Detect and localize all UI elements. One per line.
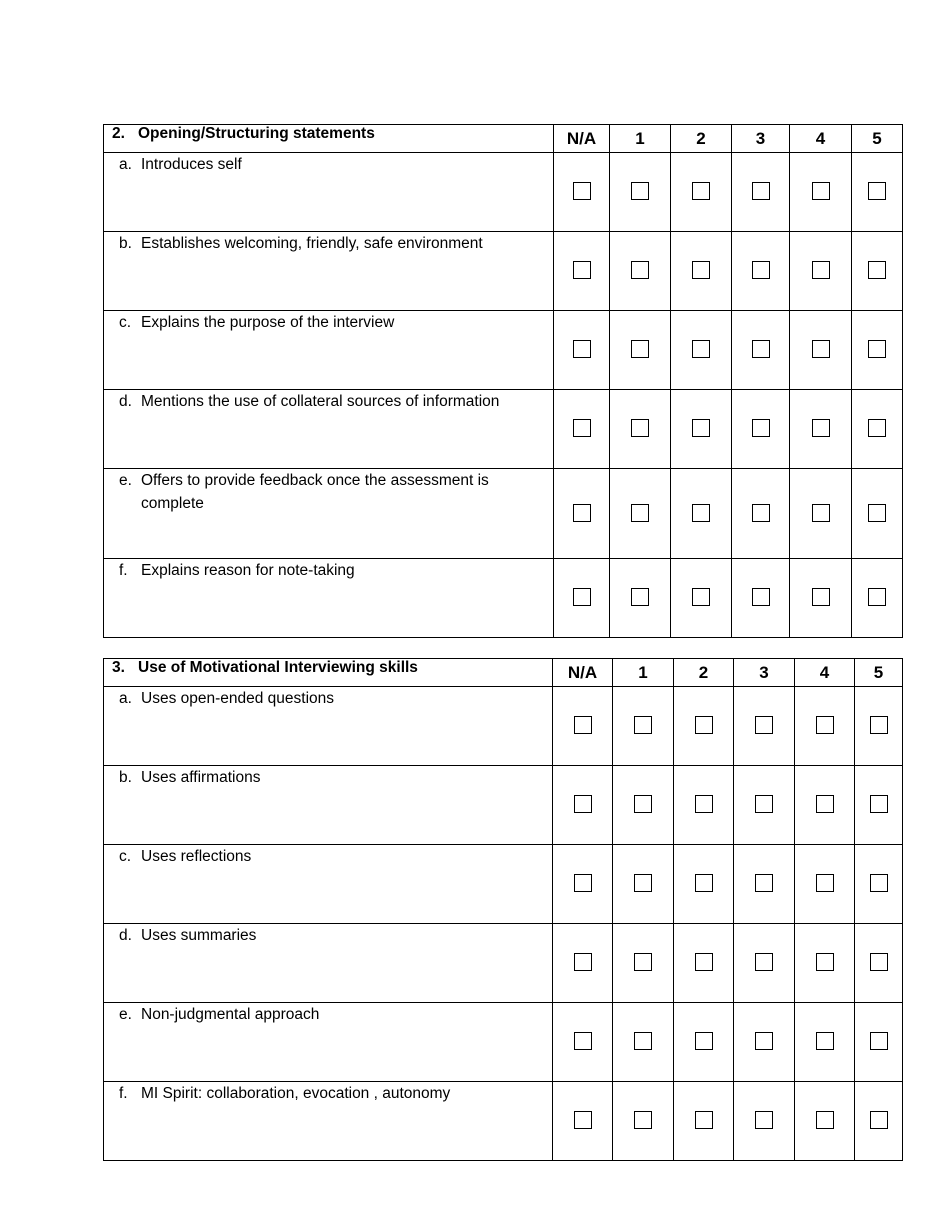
item-letter: a.: [119, 156, 132, 173]
item-letter: e.: [119, 1006, 132, 1023]
table-row: [104, 469, 903, 559]
rating-checkbox-3[interactable]: [752, 588, 770, 606]
rating-checkbox-3[interactable]: [755, 716, 773, 734]
column-header-na: N/A: [553, 659, 613, 687]
rating-checkbox-3[interactable]: [752, 340, 770, 358]
item-letter: f.: [119, 1085, 128, 1102]
item-text: Uses open-ended questions: [141, 690, 335, 707]
rating-checkbox-3[interactable]: [755, 874, 773, 892]
rating-checkbox-4[interactable]: [816, 1111, 834, 1129]
section-title-text: Use of Motivational Interviewing skills: [138, 659, 418, 676]
rating-checkbox-1[interactable]: [631, 504, 649, 522]
rating-checkbox-2[interactable]: [692, 419, 710, 437]
rating-checkbox-5[interactable]: [868, 588, 886, 606]
item-cell: [104, 845, 553, 924]
rating-checkbox-2[interactable]: [695, 1111, 713, 1129]
item-text: Explains the purpose of the interview: [141, 314, 395, 331]
item-cell: [104, 1003, 553, 1082]
section-number: 2.: [112, 125, 125, 142]
column-header-1: 1: [610, 125, 671, 153]
rating-checkbox-2[interactable]: [692, 340, 710, 358]
section-number: 3.: [112, 659, 125, 676]
item-cell: [104, 153, 554, 232]
column-header-na: N/A: [554, 125, 610, 153]
table-row: [104, 232, 903, 311]
rating-checkbox-3[interactable]: [752, 261, 770, 279]
rating-checkbox-1[interactable]: [634, 1032, 652, 1050]
section-title-text: Opening/Structuring statements: [138, 125, 375, 142]
rating-checkbox-1[interactable]: [631, 182, 649, 200]
rating-checkbox-5[interactable]: [868, 261, 886, 279]
rating-checkbox-4[interactable]: [812, 588, 830, 606]
rating-checkbox-4[interactable]: [816, 1032, 834, 1050]
rating-checkbox-na[interactable]: [573, 588, 591, 606]
section-3-table: [103, 658, 903, 1161]
rating-checkbox-2[interactable]: [695, 953, 713, 971]
item-cell: [104, 559, 554, 638]
item-text: Introduces self: [141, 156, 242, 173]
item-letter: a.: [119, 690, 132, 707]
rating-checkbox-3[interactable]: [752, 182, 770, 200]
rating-checkbox-na[interactable]: [574, 795, 592, 813]
rating-checkbox-4[interactable]: [812, 261, 830, 279]
rating-checkbox-5[interactable]: [868, 340, 886, 358]
section-2-table: [103, 124, 903, 638]
item-cell: [104, 766, 553, 845]
rating-checkbox-4[interactable]: [816, 716, 834, 734]
rating-checkbox-4[interactable]: [816, 874, 834, 892]
rating-checkbox-3[interactable]: [755, 1032, 773, 1050]
column-header-2: 2: [674, 659, 734, 687]
rating-checkbox-5[interactable]: [870, 1111, 888, 1129]
section-2-title: [104, 125, 554, 153]
rating-checkbox-5[interactable]: [868, 419, 886, 437]
item-cell: [104, 1082, 553, 1161]
column-header-4: 4: [790, 125, 852, 153]
rating-checkbox-4[interactable]: [812, 182, 830, 200]
item-letter: e.: [119, 472, 132, 489]
item-letter: c.: [119, 848, 132, 865]
rating-checkbox-1[interactable]: [634, 953, 652, 971]
rating-checkbox-1[interactable]: [631, 261, 649, 279]
rating-checkbox-3[interactable]: [755, 1111, 773, 1129]
rating-checkbox-3[interactable]: [752, 504, 770, 522]
table-row: [104, 687, 903, 766]
item-text: Establishes welcoming, friendly, safe environment: [141, 235, 483, 252]
item-cell: [104, 390, 554, 469]
item-cell: [104, 687, 553, 766]
rating-checkbox-1[interactable]: [631, 419, 649, 437]
rating-checkbox-5[interactable]: [870, 716, 888, 734]
table-row: [104, 924, 903, 1003]
section-2-header-row: [104, 125, 903, 153]
rating-checkbox-3[interactable]: [752, 419, 770, 437]
rating-checkbox-na[interactable]: [574, 1032, 592, 1050]
column-header-5: 5: [855, 659, 903, 687]
rating-checkbox-na[interactable]: [573, 419, 591, 437]
rating-checkbox-2[interactable]: [695, 874, 713, 892]
table-row: [104, 559, 903, 638]
item-text: Mentions the use of collateral sources of information: [141, 393, 500, 410]
rating-checkbox-na[interactable]: [574, 874, 592, 892]
section-3-title: [104, 659, 553, 687]
table-row: [104, 766, 903, 845]
rating-checkbox-2[interactable]: [695, 1032, 713, 1050]
rating-checkbox-2[interactable]: [692, 182, 710, 200]
item-cell: [104, 469, 554, 559]
table-row: [104, 311, 903, 390]
rating-checkbox-1[interactable]: [634, 716, 652, 734]
rating-checkbox-1[interactable]: [634, 1111, 652, 1129]
rating-checkbox-5[interactable]: [870, 874, 888, 892]
rating-checkbox-3[interactable]: [755, 795, 773, 813]
item-text: MI Spirit: collaboration, evocation , autonomy: [141, 1085, 451, 1102]
item-letter: f.: [119, 562, 128, 579]
rating-checkbox-3[interactable]: [755, 953, 773, 971]
rating-checkbox-1[interactable]: [634, 874, 652, 892]
rating-checkbox-1[interactable]: [631, 340, 649, 358]
rating-checkbox-4[interactable]: [812, 419, 830, 437]
rating-checkbox-na[interactable]: [573, 261, 591, 279]
column-header-3: 3: [732, 125, 790, 153]
column-header-4: 4: [795, 659, 855, 687]
item-text: Non-judgmental approach: [141, 1006, 320, 1023]
rating-checkbox-5[interactable]: [868, 504, 886, 522]
rating-checkbox-2[interactable]: [695, 716, 713, 734]
item-cell: [104, 924, 553, 1003]
item-text: Uses affirmations: [141, 769, 261, 786]
rating-checkbox-2[interactable]: [695, 795, 713, 813]
rating-checkbox-4[interactable]: [816, 795, 834, 813]
item-text: Uses reflections: [141, 848, 252, 865]
rating-checkbox-4[interactable]: [812, 340, 830, 358]
item-cell: [104, 232, 554, 311]
column-header-3: 3: [734, 659, 795, 687]
item-letter: b.: [119, 769, 132, 786]
rating-checkbox-na[interactable]: [573, 504, 591, 522]
rating-checkbox-1[interactable]: [634, 795, 652, 813]
table-row: [104, 390, 903, 469]
rating-checkbox-2[interactable]: [692, 261, 710, 279]
item-letter: c.: [119, 314, 132, 331]
table-row: [104, 1082, 903, 1161]
item-cell: [104, 311, 554, 390]
item-letter: d.: [119, 393, 132, 410]
rating-checkbox-5[interactable]: [870, 795, 888, 813]
section-3-header-row: [104, 659, 903, 687]
rating-checkbox-4[interactable]: [816, 953, 834, 971]
item-text: Explains reason for note-taking: [141, 562, 355, 579]
rating-checkbox-5[interactable]: [868, 182, 886, 200]
table-row: [104, 1003, 903, 1082]
rating-checkbox-na[interactable]: [574, 1111, 592, 1129]
rating-checkbox-na[interactable]: [573, 182, 591, 200]
rating-checkbox-2[interactable]: [692, 504, 710, 522]
table-row: [104, 845, 903, 924]
column-header-5: 5: [852, 125, 903, 153]
table-row: [104, 153, 903, 232]
rating-checkbox-2[interactable]: [692, 588, 710, 606]
rating-checkbox-na[interactable]: [574, 716, 592, 734]
column-header-2: 2: [671, 125, 732, 153]
rating-checkbox-5[interactable]: [870, 953, 888, 971]
rating-checkbox-na[interactable]: [573, 340, 591, 358]
rating-checkbox-4[interactable]: [812, 504, 830, 522]
rating-checkbox-na[interactable]: [574, 953, 592, 971]
rating-checkbox-5[interactable]: [870, 1032, 888, 1050]
item-text: Uses summaries: [141, 927, 257, 944]
column-header-1: 1: [613, 659, 674, 687]
item-letter: d.: [119, 927, 132, 944]
rating-checkbox-1[interactable]: [631, 588, 649, 606]
item-text: Offers to provide feedback once the assessment is complete: [141, 472, 489, 512]
item-letter: b.: [119, 235, 132, 252]
